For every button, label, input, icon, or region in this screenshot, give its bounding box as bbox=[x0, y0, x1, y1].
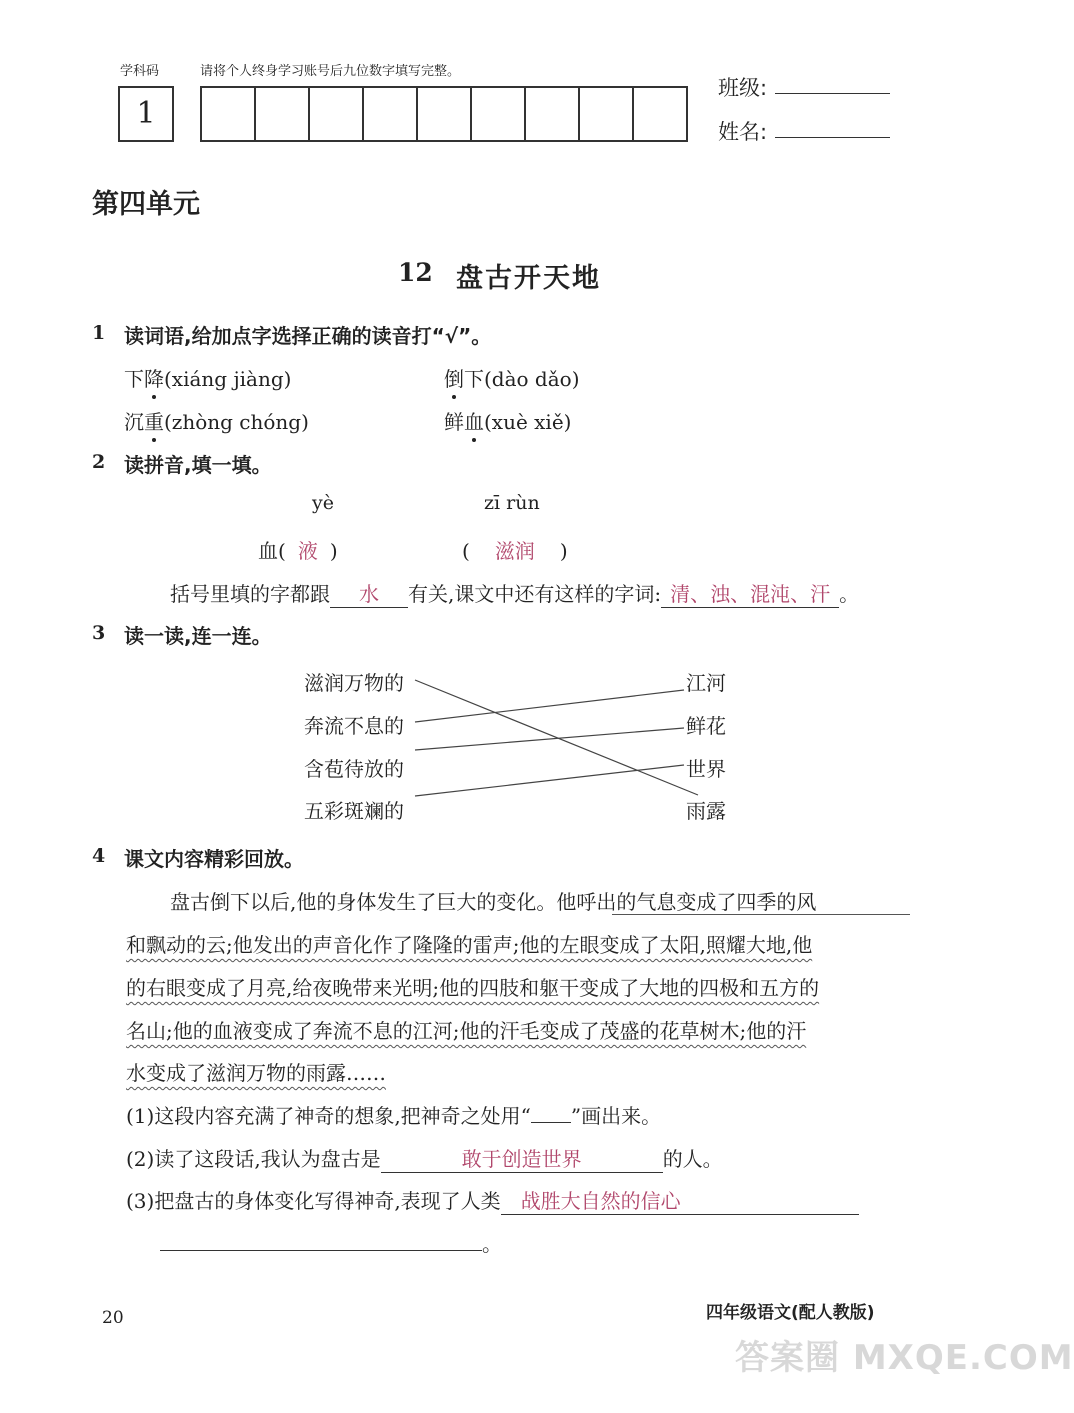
passage-line: 和飘动的云;他发出的声音化作了隆隆的雷声;他的左眼变成了太阳,照耀大地,他 bbox=[126, 933, 813, 957]
page-number: 20 bbox=[102, 1308, 124, 1328]
question-number: 4 bbox=[92, 845, 106, 867]
q1-item-chenzhong: 沉重(zhòng chóng) bbox=[124, 410, 309, 434]
match-line bbox=[415, 765, 684, 796]
match-line bbox=[415, 690, 684, 722]
answer-zirun[interactable]: 滋润 bbox=[494, 539, 535, 563]
passage-line: 的右眼变成了月亮,给夜晚带来光明;他的四肢和躯干变成了大地的四极和五方的 bbox=[126, 976, 820, 1000]
answer-words[interactable]: 清、浊、混沌、汗 bbox=[661, 578, 839, 608]
account-instruction: 请将个人终身学习账号后九位数字填写完整。 bbox=[200, 64, 461, 79]
match-line bbox=[415, 680, 698, 795]
passage-line: 名山;他的血液变成了奔流不息的江河;他的汗毛变成了茂盛的花草树木;他的汗 bbox=[126, 1019, 807, 1043]
unit-title: 第四单元 bbox=[92, 189, 200, 220]
passage-line: 盘古倒下以后,他的身体发生了巨大的变化。他呼出的气息变成了四季的风 bbox=[170, 890, 817, 914]
sub-question-3-cont: 。 bbox=[160, 1228, 502, 1257]
answer-sub2[interactable]: 敢于创造世界 bbox=[381, 1143, 663, 1173]
blank-xueye: 血( 液 ) bbox=[258, 535, 338, 564]
passage-line: 水变成了滋润万物的雨露…… bbox=[126, 1061, 386, 1085]
q1-item-xiajiang: 下降(xiáng jiàng) bbox=[124, 367, 292, 391]
pinyin-zirun: zī rùn bbox=[484, 492, 540, 514]
question-number: 3 bbox=[92, 622, 106, 644]
sub-question-1: (1)这段内容充满了神奇的想象,把神奇之处用“ ”画出来。 bbox=[126, 1104, 662, 1128]
subject-code-box[interactable]: 1 bbox=[118, 86, 174, 142]
book-title: 四年级语文(配人教版) bbox=[706, 1303, 875, 1323]
class-label: 班级: bbox=[718, 76, 768, 100]
blank-zirun: ( 滋润 ) bbox=[462, 535, 568, 564]
q2-sentence: 括号里填的字都跟 水 有关,课文中还有这样的字词: 清、浊、混沌、汗 。 bbox=[170, 578, 859, 608]
answer-sub3-line2[interactable] bbox=[160, 1230, 482, 1251]
match-left-item: 含苞待放的 bbox=[304, 757, 404, 781]
q1-item-daoxia: 倒下(dào dǎo) bbox=[444, 367, 580, 391]
question-number: 2 bbox=[92, 451, 106, 473]
question-prompt: 读词语,给加点字选择正确的读音打“√”。 bbox=[124, 324, 492, 348]
question-prompt: 读拼音,填一填。 bbox=[124, 453, 272, 477]
subject-code-label: 学科码 bbox=[120, 64, 160, 79]
watermark: 答案圈 MXQE.COM bbox=[735, 1338, 1074, 1378]
sub-question-2: (2)读了这段话,我认为盘古是 敢于创造世界 的人。 bbox=[126, 1143, 723, 1173]
name-label: 姓名: bbox=[718, 120, 768, 144]
q1-item-xianxue: 鲜血(xuè xiě) bbox=[444, 410, 572, 434]
lesson-number: 12 bbox=[398, 258, 433, 287]
match-left-item: 滋润万物的 bbox=[304, 671, 404, 695]
wavy-mark-line1 bbox=[612, 914, 910, 915]
lesson-title: 盘古开天地 bbox=[456, 263, 601, 294]
match-right-item: 世界 bbox=[686, 757, 726, 781]
answer-sub3[interactable]: 战胜大自然的信心 bbox=[501, 1185, 859, 1215]
match-right-item: 鲜花 bbox=[686, 714, 726, 738]
question-prompt: 读一读,连一连。 bbox=[124, 624, 272, 648]
pinyin-ye: yè bbox=[312, 492, 334, 514]
match-line bbox=[415, 728, 684, 750]
match-left-item: 奔流不息的 bbox=[304, 714, 404, 738]
question-prompt: 课文内容精彩回放。 bbox=[124, 847, 304, 871]
answer-shui[interactable]: 水 bbox=[330, 578, 408, 608]
match-right-item: 江河 bbox=[686, 671, 726, 695]
match-left-item: 五彩斑斓的 bbox=[304, 799, 404, 823]
question-number: 1 bbox=[92, 322, 106, 344]
answer-ye[interactable]: 液 bbox=[297, 539, 318, 563]
match-right-item: 雨露 bbox=[686, 799, 726, 823]
sub-question-3: (3)把盘古的身体变化写得神奇,表现了人类 战胜大自然的信心 bbox=[126, 1185, 859, 1215]
